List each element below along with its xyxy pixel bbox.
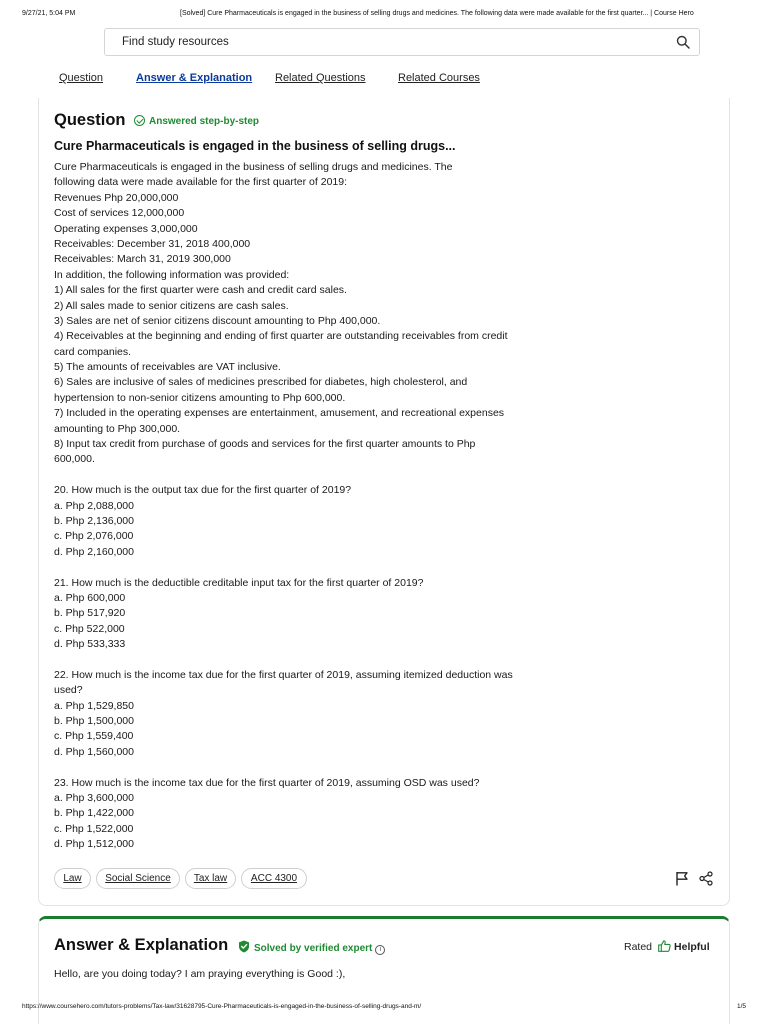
line-gap (54, 468, 534, 483)
answer-greeting: Hello, are you doing today? I am praying everything is Good :), (54, 968, 346, 980)
line-gap (54, 560, 534, 575)
question-text-line: a. Php 2,088,000 (54, 499, 134, 512)
question-text-line: 5) The amounts of receivables are VAT inclusive. (54, 361, 281, 374)
question-text-line: Operating expenses 3,000,000 (54, 222, 198, 235)
question-text-line: d. Php 2,160,000 (54, 545, 134, 558)
question-text-line: a. Php 3,600,000 (54, 792, 134, 805)
tag-chip[interactable]: Law (54, 868, 91, 889)
question-heading: Question (54, 111, 126, 129)
print-url: https://www.coursehero.com/tutors-problems/Tax-law/31628795-Cure-Pharmaceuticals-is-engaged-in-the-business-of-selling-drugs-and-m/ (22, 1003, 422, 1010)
tag-chip[interactable]: ACC 4300 (241, 868, 307, 889)
print-footer (22, 1003, 746, 1013)
question-text-line: In addition, the following information was provided: (54, 268, 290, 281)
question-text-line: Cost of services 12,000,000 (54, 207, 185, 220)
print-page-title: [Solved] Cure Pharmaceuticals is engaged in the business of selling drugs and medicines. The following data were made available for the first quarter... | Course Hero (180, 10, 694, 17)
thumbs-up-icon[interactable] (658, 940, 671, 952)
rated-label: Rated (624, 941, 653, 953)
question-text-line: d. Php 533,333 (54, 638, 126, 651)
question-text-line: hypertension to non-senior citizens amounting to Php 600,000. (54, 391, 346, 404)
line-gap (54, 760, 534, 775)
question-text-line: b. Php 1,500,000 (54, 715, 134, 728)
verified-label: Solved by verified expert (254, 943, 373, 954)
question-text-line: Receivables: March 31, 2019 300,000 (54, 253, 231, 266)
answer-heading: Answer & Explanation (54, 936, 229, 954)
question-text-line: 21. How much is the deductible creditable input tax for the first quarter of 2019? (54, 576, 424, 589)
search-bar (104, 28, 700, 56)
print-header (22, 10, 746, 22)
line-gap (54, 653, 534, 668)
question-text-line: c. Php 1,522,000 (54, 822, 134, 835)
search-icon[interactable] (676, 35, 690, 49)
question-text-line: c. Php 2,076,000 (54, 530, 134, 543)
question-text-line: b. Php 2,136,000 (54, 514, 134, 527)
question-text-line: 6) Sales are inclusive of sales of medicines prescribed for diabetes, high cholesterol, and (54, 376, 468, 389)
question-text-line: c. Php 1,559,400 (54, 730, 134, 743)
question-text-line: a. Php 600,000 (54, 591, 126, 604)
question-text-line: 600,000. (54, 453, 95, 466)
page-number: 1/5 (736, 1003, 746, 1010)
question-text-line: used? (54, 684, 83, 697)
tag-chip[interactable]: Tax law (185, 868, 236, 889)
question-text-line: b. Php 1,422,000 (54, 807, 134, 820)
search-input[interactable] (106, 30, 666, 54)
verified-badge (238, 940, 385, 955)
info-icon[interactable]: i (375, 945, 385, 955)
helpful-button[interactable]: Helpful (674, 941, 710, 953)
question-text-line: 2) All sales made to senior citizens are cash sales. (54, 299, 289, 312)
question-text-line: 7) Included in the operating expenses are entertainment, amusement, and recreational expenses (54, 407, 505, 420)
flag-icon[interactable] (675, 871, 689, 886)
question-text-line: 4) Receivables at the beginning and ending of first quarter are outstanding receivables from credit (54, 330, 508, 343)
answered-label: Answered step-by-step (149, 116, 260, 127)
question-text-line: Receivables: December 31, 2018 400,000 (54, 237, 251, 250)
question-text-line: d. Php 1,512,000 (54, 838, 134, 851)
question-text-line: following data were made available for the first quarter of 2019: (54, 176, 348, 189)
tab-question[interactable]: Question (59, 72, 104, 84)
question-text-line: b. Php 517,920 (54, 607, 126, 620)
tab-related-courses[interactable]: Related Courses (398, 72, 480, 84)
question-text-line: Cure Pharmaceuticals is engaged in the business of selling drugs and medicines. The (54, 161, 453, 173)
question-text-line: c. Php 522,000 (54, 622, 125, 635)
print-date: 9/27/21, 5:04 PM (22, 10, 76, 17)
question-text-line: d. Php 1,560,000 (54, 745, 134, 758)
question-text-line: 1) All sales for the first quarter were cash and credit card sales. (54, 284, 347, 297)
shield-check-icon (238, 940, 250, 953)
check-circle-icon (134, 115, 145, 126)
question-text-line: 8) Input tax credit from purchase of goods and services for the first quarter amounts to Php (54, 438, 476, 451)
tab-related-questions[interactable]: Related Questions (275, 72, 366, 84)
question-text-line: amounting to Php 300,000. (54, 422, 181, 435)
question-text-line: a. Php 1,529,850 (54, 699, 134, 712)
share-icon[interactable] (699, 871, 713, 886)
question-text-line: card companies. (54, 345, 132, 358)
question-text-line: 20. How much is the output tax due for the first quarter of 2019? (54, 484, 352, 497)
tag-chip[interactable]: Social Science (96, 868, 180, 889)
rating-area (624, 940, 710, 953)
answered-badge (134, 115, 259, 127)
question-text-line: 22. How much is the income tax due for the first quarter of 2019, assuming itemized deduction was (54, 668, 513, 681)
question-title: Cure Pharmaceuticals is engaged in the business of selling drugs... (54, 139, 456, 153)
question-text-line: 3) Sales are net of senior citizens discount amounting to Php 400,000. (54, 314, 381, 327)
tab-answer-explanation[interactable]: Answer & Explanation (136, 72, 253, 84)
question-text-line: 23. How much is the income tax due for the first quarter of 2019, assuming OSD was used? (54, 776, 480, 789)
question-text-line: Revenues Php 20,000,000 (54, 191, 179, 204)
question-body (54, 160, 534, 853)
